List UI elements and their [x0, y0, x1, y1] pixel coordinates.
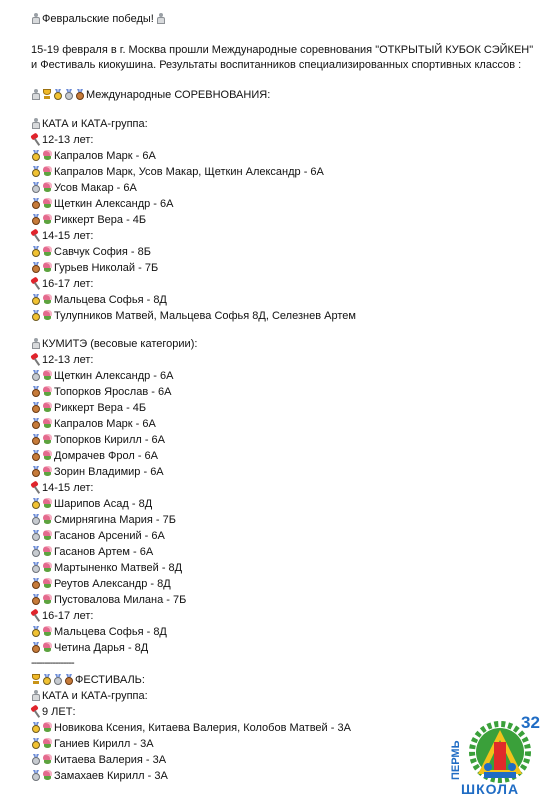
age-group-label: 12-13 лет:: [42, 354, 94, 366]
kata-heading-line: [31, 117, 148, 132]
age-group-label: 16-17 лет:: [42, 610, 94, 622]
age-group-line: [31, 609, 93, 624]
trophy-icon: [31, 674, 41, 685]
result-text: Реутов Александр - 8Д: [54, 578, 171, 590]
result-line: [31, 721, 351, 736]
result-text: Мальцева Софья - 8Д: [54, 294, 167, 306]
result-text: Ганиев Кирилл - 3А: [54, 738, 154, 750]
gold-medal-icon: [42, 674, 52, 685]
logo-bottom-text: ШКОЛА: [461, 781, 520, 797]
flower-icon: [42, 434, 53, 445]
result-line: [31, 641, 148, 656]
silver-medal-icon: [31, 770, 41, 781]
fest-kata-heading: КАТА и КАТА-группа:: [42, 690, 148, 702]
flower-icon: [42, 642, 53, 653]
bronze-medal-icon: [31, 466, 41, 477]
result-text: Усов Макар - 6А: [54, 182, 137, 194]
silver-medal-icon: [31, 182, 41, 193]
page-title: Февральские победы!: [42, 13, 154, 25]
pin-icon: [31, 134, 41, 145]
bronze-medal-icon: [31, 402, 41, 413]
logo-number: 32: [521, 713, 540, 732]
result-line: [31, 245, 151, 260]
flower-icon: [42, 370, 53, 381]
result-line: [31, 497, 152, 512]
result-line: [31, 465, 164, 480]
result-line: [31, 753, 166, 768]
result-text: Четина Дарья - 8Д: [54, 642, 149, 654]
flower-icon: [42, 498, 53, 509]
flower-icon: [42, 182, 53, 193]
festival-heading-line: [31, 673, 145, 688]
bronze-medal-icon: [64, 674, 74, 685]
flower-icon: [42, 578, 53, 589]
silver-medal-icon: [53, 674, 63, 685]
result-text: Новикова Ксения, Китаева Валерия, Колобов Матвей - 3А: [54, 722, 351, 734]
result-line: [31, 181, 137, 196]
competitions-heading: Международные СОРЕВНОВАНИЯ:: [86, 89, 271, 101]
bronze-medal-icon: [31, 642, 41, 653]
result-line: [31, 369, 173, 384]
flower-icon: [42, 166, 53, 177]
result-line: [31, 545, 153, 560]
bronze-medal-icon: [31, 578, 41, 589]
flower-icon: [42, 754, 53, 765]
result-line: [31, 529, 165, 544]
result-text: Зорин Владимир - 6А: [54, 466, 164, 478]
age-group-label: 12-13 лет:: [42, 134, 94, 146]
result-text: Гасанов Арсений - 6А: [54, 530, 165, 542]
festival-heading: ФЕСТИВАЛЬ:: [75, 674, 145, 686]
result-line: [31, 309, 356, 324]
gold-medal-icon: [53, 89, 63, 100]
bronze-medal-icon: [31, 418, 41, 429]
flower-icon: [42, 530, 53, 541]
result-text: Гасанов Артем - 6А: [54, 546, 154, 558]
result-text: Мартыненко Матвей - 8Д: [54, 562, 183, 574]
result-text: Капралов Марк - 6А: [54, 418, 156, 430]
karate-figure-icon: [31, 13, 41, 24]
age-group-line: [31, 133, 93, 148]
silver-medal-icon: [64, 89, 74, 100]
age-group-label: 14-15 лет:: [42, 230, 94, 242]
karate-figure-icon: [31, 118, 41, 129]
result-text: Шарипов Асад - 8Д: [54, 498, 153, 510]
flower-icon: [42, 546, 53, 557]
result-text: Китаева Валерия - 3А: [54, 754, 167, 766]
result-text: Гурьев Николай - 7Б: [54, 262, 159, 274]
bronze-medal-icon: [31, 262, 41, 273]
kumite-heading: КУМИТЭ (весовые категории):: [42, 338, 198, 350]
result-text: Щеткин Александр - 6А: [54, 198, 174, 210]
flower-icon: [42, 738, 53, 749]
flower-icon: [42, 418, 53, 429]
result-line: [31, 149, 156, 164]
flower-icon: [42, 562, 53, 573]
gold-medal-icon: [31, 722, 41, 733]
karate-figure-icon: [31, 89, 41, 100]
pin-icon: [31, 706, 41, 717]
gold-medal-icon: [31, 738, 41, 749]
competitions-heading-line: [31, 88, 270, 103]
result-text: Капралов Марк, Усов Макар, Щеткин Александр - 6А: [54, 166, 324, 178]
gold-medal-icon: [31, 150, 41, 161]
age-group-line: [31, 353, 93, 368]
result-text: Тулупников Матвей, Мальцева Софья 8Д, Селезнев Артем: [54, 310, 356, 322]
gold-medal-icon: [31, 166, 41, 177]
bronze-medal-icon: [31, 386, 41, 397]
bronze-medal-icon: [31, 198, 41, 209]
pin-icon: [31, 610, 41, 621]
result-text: Мальцева Софья - 8Д: [54, 626, 167, 638]
result-text: Капралов Марк - 6А: [54, 150, 156, 162]
result-line: [31, 769, 168, 784]
age-group-line: [31, 705, 76, 720]
karate-figure-icon: [31, 690, 41, 701]
flower-icon: [42, 450, 53, 461]
title-line: [31, 12, 167, 27]
trophy-icon: [42, 89, 52, 100]
result-text: Домрачев Фрол - 6А: [54, 450, 159, 462]
karate-figure-icon: [31, 338, 41, 349]
bronze-medal-icon: [31, 594, 41, 605]
result-line: [31, 593, 186, 608]
result-line: [31, 577, 171, 592]
result-text: Савчук София - 8Б: [54, 246, 151, 258]
flower-icon: [42, 770, 53, 781]
silver-medal-icon: [31, 562, 41, 573]
result-line: [31, 737, 154, 752]
result-line: [31, 401, 146, 416]
silver-medal-icon: [31, 370, 41, 381]
flower-icon: [42, 466, 53, 477]
result-text: Пустовалова Милана - 7Б: [54, 594, 187, 606]
kumite-heading-line: [31, 337, 197, 352]
result-line: [31, 433, 165, 448]
flower-icon: [42, 214, 53, 225]
result-line: [31, 625, 167, 640]
flower-icon: [42, 310, 53, 321]
gold-medal-icon: [31, 498, 41, 509]
flower-icon: [42, 294, 53, 305]
result-line: [31, 197, 173, 212]
silver-medal-icon: [31, 530, 41, 541]
flower-icon: [42, 594, 53, 605]
silver-medal-icon: [31, 514, 41, 525]
result-line: [31, 417, 156, 432]
result-line: [31, 561, 182, 576]
flower-icon: [42, 626, 53, 637]
bronze-medal-icon: [31, 450, 41, 461]
result-text: Топорков Ярослав - 6А: [54, 386, 172, 398]
flower-icon: [42, 386, 53, 397]
age-group-label: 16-17 лет:: [42, 278, 94, 290]
gold-medal-icon: [31, 310, 41, 321]
age-group-line: [31, 229, 93, 244]
result-line: [31, 213, 146, 228]
bronze-medal-icon: [75, 89, 85, 100]
result-text: Топорков Кирилл - 6А: [54, 434, 166, 446]
flower-icon: [42, 150, 53, 161]
separator: ----------------: [31, 657, 74, 669]
result-text: Щеткин Александр - 6А: [54, 370, 174, 382]
age-group-line: [31, 481, 93, 496]
gold-medal-icon: [31, 294, 41, 305]
age-group-line: [31, 277, 93, 292]
age-group-label: 14-15 лет:: [42, 482, 94, 494]
pin-icon: [31, 230, 41, 241]
bronze-medal-icon: [31, 214, 41, 225]
flower-icon: [42, 722, 53, 733]
result-line: [31, 293, 167, 308]
school-logo: [448, 712, 548, 800]
result-line: [31, 165, 324, 180]
flower-icon: [42, 514, 53, 525]
flower-icon: [42, 246, 53, 257]
result-line: [31, 385, 171, 400]
flower-icon: [42, 262, 53, 273]
silver-medal-icon: [31, 546, 41, 557]
pin-icon: [31, 482, 41, 493]
age-group-label: 9 ЛЕТ:: [42, 706, 76, 718]
result-line: [31, 513, 176, 528]
gold-medal-icon: [31, 626, 41, 637]
logo-side-text: ПЕРМЬ: [450, 740, 462, 780]
result-text: Замахаев Кирилл - 3А: [54, 770, 168, 782]
result-line: [31, 261, 158, 276]
pin-icon: [31, 354, 41, 365]
kata-heading: КАТА и КАТА-группа:: [42, 118, 148, 130]
result-text: Риккерт Вера - 4Б: [54, 214, 147, 226]
karate-figure-icon: [156, 13, 166, 24]
flower-icon: [42, 402, 53, 413]
flower-icon: [42, 198, 53, 209]
silver-medal-icon: [31, 754, 41, 765]
intro-paragraph: 15-19 февраля в г. Москва прошли Международные соревнования "ОТКРЫТЫЙ КУБОК СЭЙКЕН" и Фестиваль киокушина. Результаты воспитанников специализированных спортивных классов :: [31, 44, 534, 71]
gold-medal-icon: [31, 246, 41, 257]
result-text: Риккерт Вера - 4Б: [54, 402, 147, 414]
fest-kata-heading-line: [31, 689, 148, 704]
result-line: [31, 449, 158, 464]
bronze-medal-icon: [31, 434, 41, 445]
pin-icon: [31, 278, 41, 289]
result-text: Смирнягина Мария - 7Б: [54, 514, 176, 526]
